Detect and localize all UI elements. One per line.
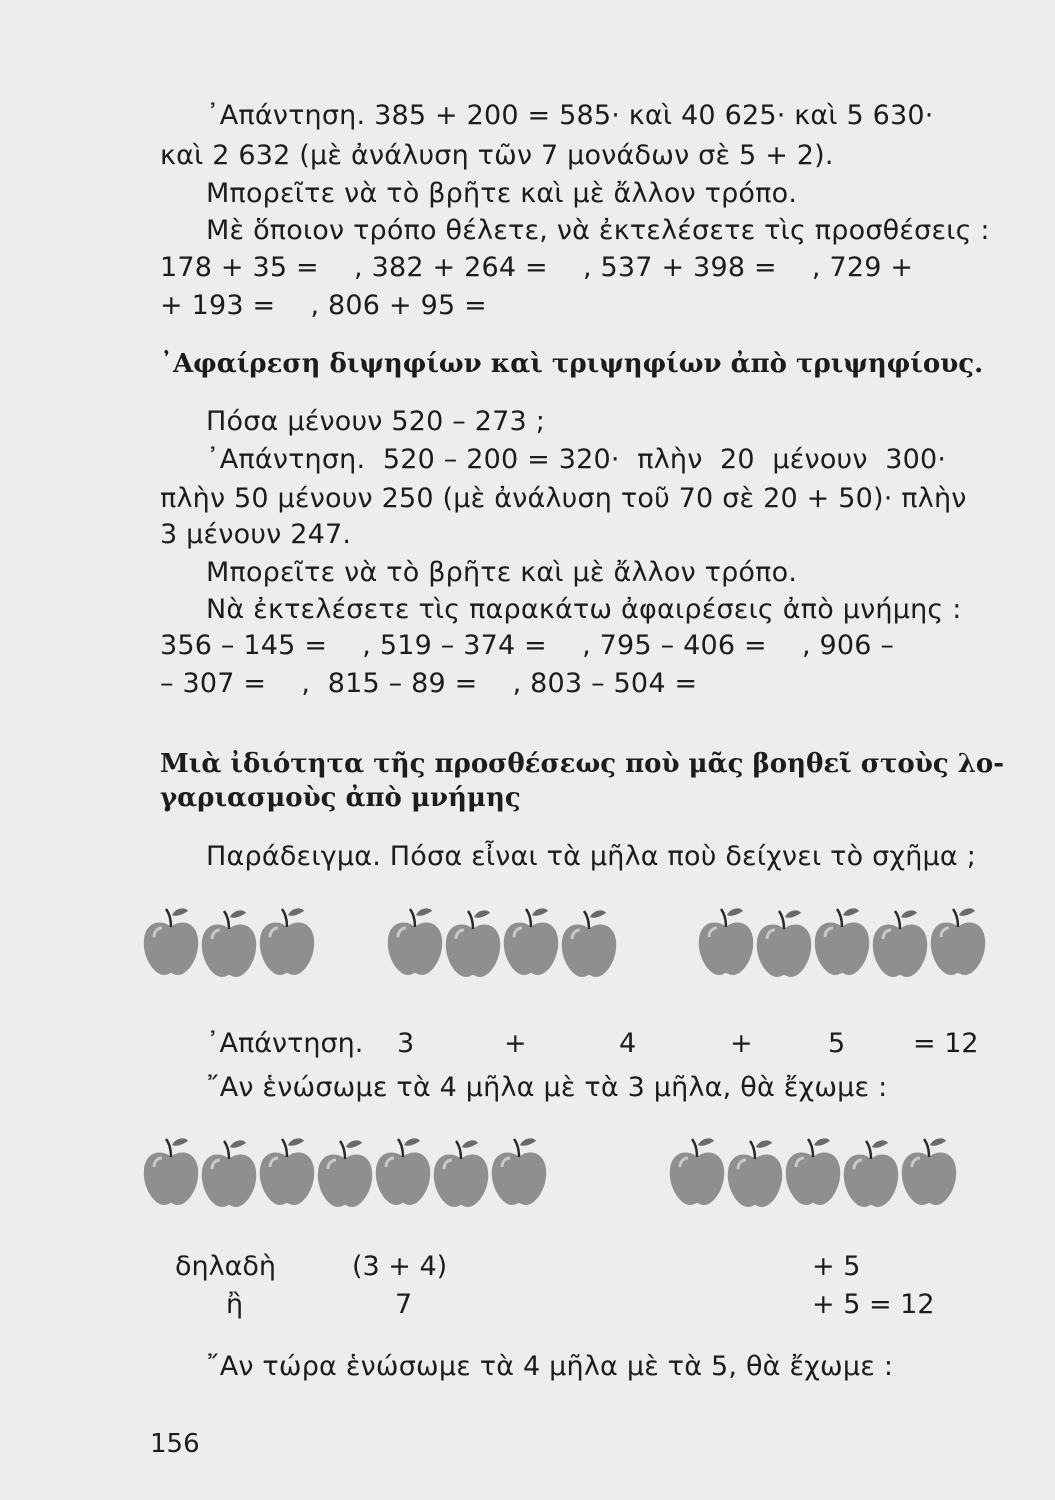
text-line: Μπορεῖτε νὰ τὸ βρῆτε καὶ μὲ ἄλλον τρόπο. xyxy=(206,178,798,209)
exercise-line: 178 + 35 = , 382 + 264 = , 537 + 398 = , 729 + xyxy=(160,252,914,283)
apple-icon xyxy=(198,1137,260,1209)
apple-icon xyxy=(256,1135,318,1207)
text-line: ῎Αν ἑνώσωμε τὰ 4 μῆλα μὲ τὰ 3 μῆλα, θὰ ἔχωμε : xyxy=(206,1072,888,1103)
apple-icon xyxy=(140,1135,202,1207)
apple-icon xyxy=(314,1137,376,1209)
apple-icon xyxy=(500,905,562,977)
plus-sign: + xyxy=(504,1028,527,1059)
text-line: Παράδειγμα. Πόσα εἶναι τὰ μῆλα ποὺ δείχνει τὸ σχῆμα ; xyxy=(206,841,976,872)
plus-five: + 5 xyxy=(812,1251,861,1282)
apple-icon xyxy=(140,905,202,977)
apple-icon xyxy=(384,905,446,977)
answer-value: 4 xyxy=(619,1028,637,1059)
apple-icon xyxy=(198,907,260,979)
group-expression: (3 + 4) xyxy=(352,1251,448,1282)
apple-icon xyxy=(811,905,873,977)
text-line: ῎Αν τώρα ἑνώσωμε τὰ 4 μῆλα μὲ τὰ 5, θὰ ἔχωμε : xyxy=(206,1351,894,1382)
text-line: καὶ 2 632 (μὲ ἀνάλυση τῶν 7 μονάδων σὲ 5 + 2). xyxy=(160,140,834,171)
apple-icon xyxy=(558,907,620,979)
apple-icon xyxy=(782,1135,844,1207)
answer-label: ᾿Απάντηση. xyxy=(206,1028,364,1059)
text-line: Μὲ ὅποιον τρόπο θέλετε, νὰ ἐκτελέσετε τὶς προσθέσεις : xyxy=(206,215,990,246)
text-line: ἢ xyxy=(226,1289,244,1320)
section-heading: γαριασμοὺς ἀπὸ μνήμης xyxy=(160,783,521,813)
apple-icon xyxy=(488,1135,550,1207)
text-line: ᾿Απάντηση. 520 – 200 = 320· πλὴν 20 μένουν 300· xyxy=(206,444,947,475)
answer-value: 7 xyxy=(395,1289,413,1320)
answer-value: 5 xyxy=(828,1028,846,1059)
text-line: Νὰ ἐκτελέσετε τὶς παρακάτω ἀφαιρέσεις ἀπὸ μνήμης : xyxy=(206,594,962,625)
apple-icon xyxy=(724,1137,786,1209)
section-heading: Μιὰ ἰδιότητα τῆς προσθέσεως ποὺ μᾶς βοηθεῖ στοὺς λο- xyxy=(160,749,1005,779)
answer-total: = 12 xyxy=(913,1028,979,1059)
text-line: δηλαδὴ xyxy=(175,1251,277,1282)
apple-icon xyxy=(442,907,504,979)
apple-icon xyxy=(256,905,318,977)
exercise-line: – 307 = , 815 – 89 = , 803 – 504 = xyxy=(160,668,698,699)
text-line: Μπορεῖτε νὰ τὸ βρῆτε καὶ μὲ ἄλλον τρόπο. xyxy=(206,557,798,588)
apple-icon xyxy=(927,905,989,977)
apple-icon xyxy=(869,907,931,979)
section-heading: ᾿Αφαίρεση διψηφίων καὶ τριψηφίων ἀπὸ τριψηφίους. xyxy=(160,349,984,379)
plus-sign: + xyxy=(730,1028,753,1059)
exercise-line: 356 – 145 = , 519 – 374 = , 795 – 406 = , 906 – xyxy=(160,630,895,661)
apple-row xyxy=(140,905,1000,977)
text-line: Πόσα μένουν 520 – 273 ; xyxy=(206,406,545,437)
text-line: πλὴν 50 μένουν 250 (μὲ ἀνάλυση τοῦ 70 σὲ 20 + 50)· πλὴν xyxy=(160,483,967,514)
answer-value: 3 xyxy=(397,1028,415,1059)
apple-icon xyxy=(695,905,757,977)
equation: + 5 = 12 xyxy=(812,1289,935,1320)
page-number: 156 xyxy=(150,1429,200,1459)
exercise-line: + 193 = , 806 + 95 = xyxy=(160,290,487,321)
text-line: 3 μένουν 247. xyxy=(160,519,352,550)
apple-icon xyxy=(753,907,815,979)
apple-icon xyxy=(666,1135,728,1207)
apple-row xyxy=(140,1135,1000,1207)
apple-icon xyxy=(898,1135,960,1207)
apple-icon xyxy=(372,1135,434,1207)
apple-icon xyxy=(430,1137,492,1209)
apple-icon xyxy=(840,1137,902,1209)
text-line: ᾿Απάντηση. 385 + 200 = 585· καὶ 40 625· καὶ 5 630· xyxy=(206,100,934,131)
